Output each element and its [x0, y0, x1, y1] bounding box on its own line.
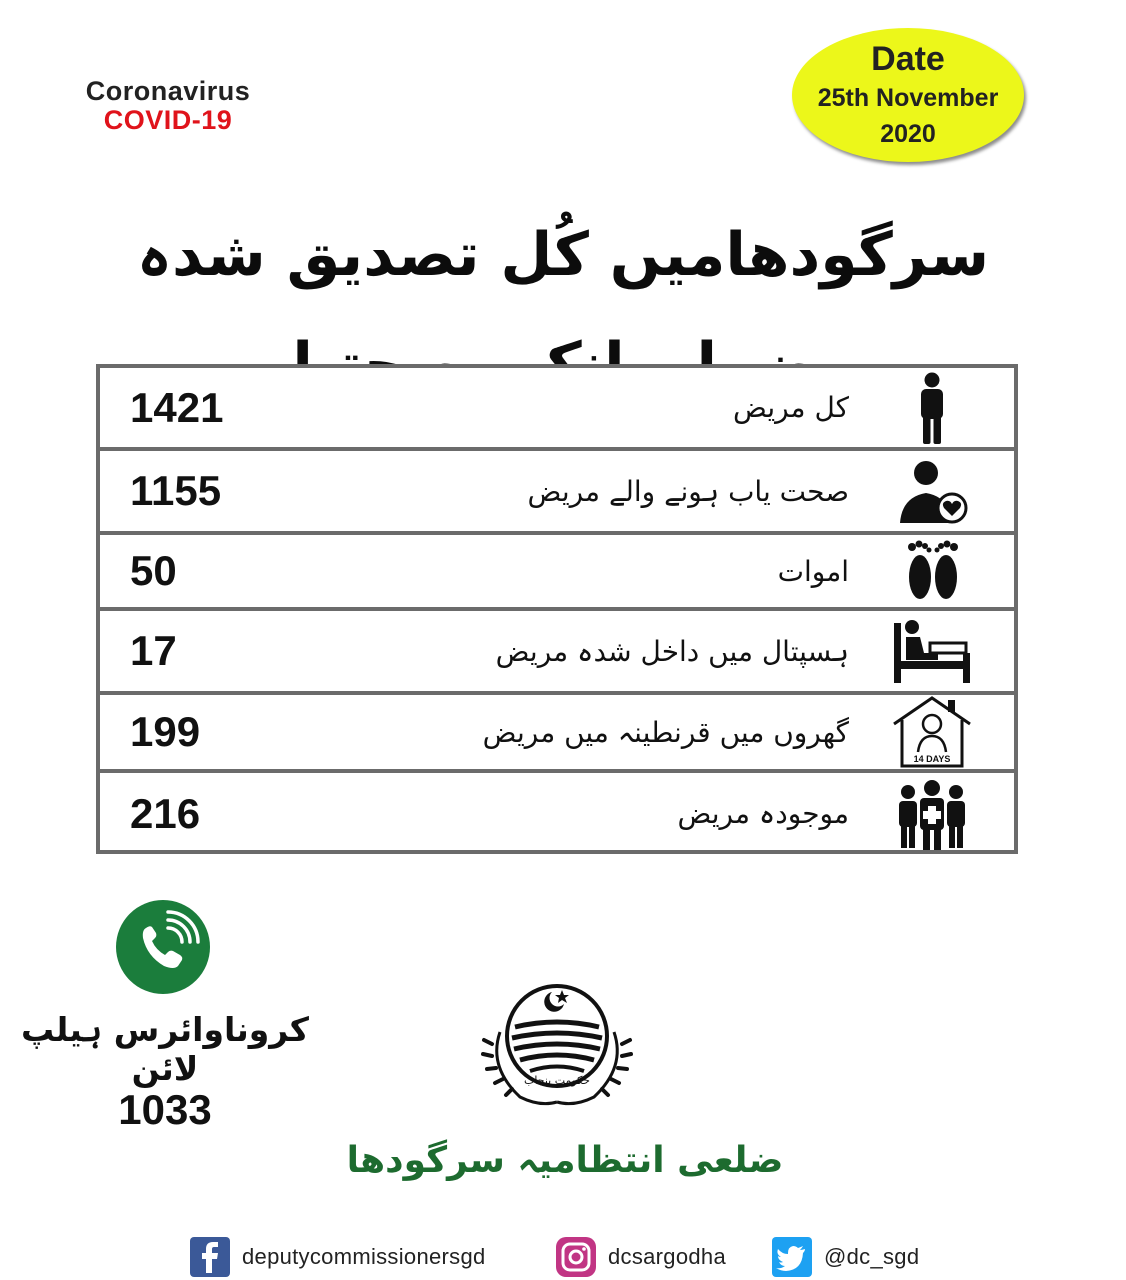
- recovered-person-icon: [890, 453, 974, 529]
- stat-label: ہسپتال میں داخل شدہ مریض: [495, 634, 849, 668]
- district-administration: ضلعی انتظامیہ سرگودھا: [346, 1140, 784, 1181]
- date-value: 25th November: [817, 84, 999, 112]
- government-emblem: [470, 972, 645, 1112]
- stat-label: کل مریض: [733, 391, 849, 424]
- helpline-label: کروناوائرس ہیلپ لائن: [21, 1010, 309, 1088]
- hospital-bed-icon: [890, 613, 974, 689]
- twitter-handle: @dc_sgd: [824, 1244, 920, 1269]
- phone-icon: [116, 900, 210, 994]
- stat-row-total: [100, 368, 1014, 451]
- stat-row-hospitalized: [100, 611, 1014, 695]
- stat-value: 199: [130, 708, 201, 755]
- emblem-text: حکومت پنجاب: [524, 1074, 590, 1087]
- stat-label: اموات: [777, 554, 849, 588]
- stat-value: 1421: [130, 383, 224, 431]
- stat-row-active: [100, 773, 1014, 854]
- group-medical-icon: [890, 776, 974, 852]
- home-quarantine-icon: [890, 694, 974, 770]
- footprints-icon: [890, 533, 974, 609]
- coronavirus-brand: [58, 76, 278, 134]
- social-twitter[interactable]: [772, 1236, 919, 1278]
- quarantine-days-text: 14 DAYS: [913, 754, 951, 764]
- stat-value: 17: [130, 627, 177, 674]
- stat-value: 1155: [130, 467, 222, 514]
- stat-label: گھروں میں قرنطینہ میں مریض: [482, 715, 849, 749]
- stat-label: صحت یاب ہونے والے مریض: [527, 474, 849, 508]
- instagram-handle: dcsargodha: [608, 1244, 726, 1269]
- person-icon: [890, 370, 974, 446]
- helpline-number: 1033: [118, 1086, 212, 1133]
- facebook-icon: [190, 1237, 230, 1277]
- page-title: سرگودھامیں کُل تصدیق شدہ: [136, 220, 990, 290]
- stat-value: 216: [130, 789, 201, 837]
- stat-row-deaths: [100, 535, 1014, 611]
- date-year: 2020: [880, 120, 936, 148]
- stat-value: 50: [130, 547, 177, 594]
- stats-table: [96, 364, 1018, 854]
- stat-row-home-quarantine: [100, 695, 1014, 773]
- instagram-icon: [556, 1237, 596, 1277]
- date-label: Date: [871, 40, 945, 78]
- date-badge: [792, 28, 1024, 162]
- social-instagram[interactable]: [556, 1236, 726, 1278]
- brand-line-1: Coronavirus: [85, 76, 251, 106]
- stat-row-recovered: [100, 451, 1014, 535]
- stat-label: موجودہ مریض: [677, 797, 849, 830]
- twitter-icon: [772, 1237, 812, 1277]
- facebook-handle: deputycommissionersgd: [242, 1244, 486, 1269]
- brand-line-2: COVID-19: [103, 105, 233, 135]
- social-facebook[interactable]: [190, 1236, 486, 1278]
